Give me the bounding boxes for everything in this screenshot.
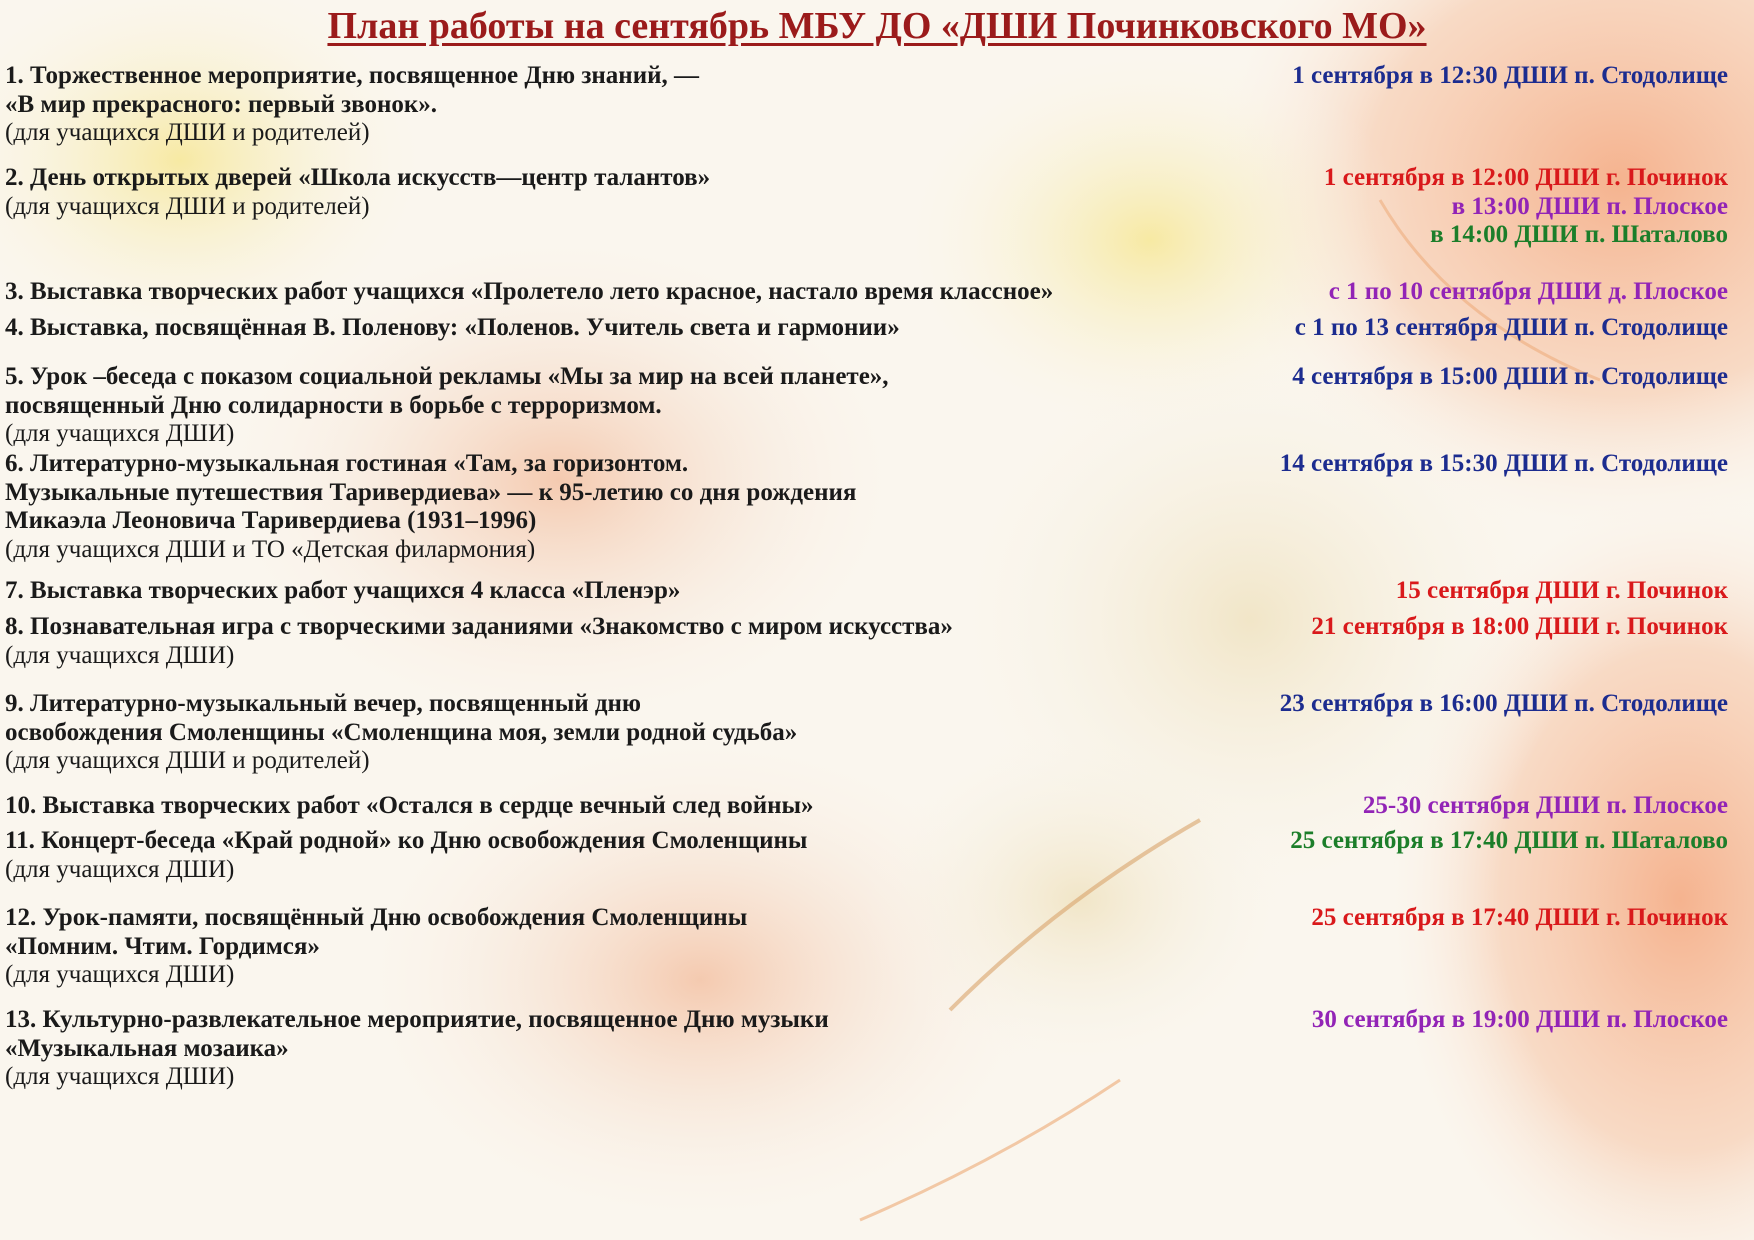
event-date-place: 14 сентября в 15:30 ДШИ п. Стодолище (1279, 450, 1728, 477)
event-audience: (для учащихся ДШИ и родителей) (5, 192, 370, 220)
event-date-place: 1 сентября в 12:00 ДШИ г. Починок (1323, 164, 1728, 191)
event-schedule (1295, 314, 1728, 343)
event-title-line: 11. Концерт-беседа «Край родной» ко Дню освобождения Смоленщины (5, 827, 808, 854)
event-date-place: 1 сентября в 12:30 ДШИ п. Стодолище (1292, 62, 1728, 89)
event-description (5, 164, 710, 221)
event-audience: (для учащихся ДШИ) (5, 641, 235, 669)
event-date-place: 15 сентября ДШИ г. Починок (1395, 577, 1728, 604)
event-description (5, 1006, 829, 1092)
event-description (5, 314, 900, 343)
event-audience: (для учащихся ДШИ) (5, 1063, 235, 1090)
page-title: План работы на сентябрь МБУ ДО «ДШИ Починковского МО» (327, 5, 1427, 47)
event-date-place: с 1 по 10 сентября ДШИ д. Плоское (1328, 278, 1728, 305)
event-title-line: 6. Литературно-музыкальная гостиная «Там, за горизонтом. (5, 450, 689, 477)
event-schedule (1311, 904, 1728, 933)
event-title-line: 1. Торжественное мероприятие, посвященное Дню знаний, — (5, 62, 700, 89)
event-audience: (для учащихся ДШИ) (5, 961, 235, 988)
event-title-line: 5. Урок –беседа с показом социальной рекламы «Мы за мир на всей планете», (5, 363, 889, 390)
event-title-line: посвященный Дню солидарности в борьбе с терроризмом. (5, 391, 662, 419)
event-description (5, 450, 856, 564)
event-title-line: 8. Познавательная игра с творческими заданиями «Знакомство с миром искусства» (5, 613, 953, 640)
event-date-place: 25 сентября в 17:40 ДШИ п. Шаталово (1290, 827, 1728, 854)
event-schedule (1363, 792, 1728, 821)
event-description (5, 62, 699, 148)
event-title-line: «Музыкальная мозаика» (5, 1034, 289, 1062)
event-date-place: 25-30 сентября ДШИ п. Плоское (1362, 792, 1728, 819)
event-date-place: 4 сентября в 15:00 ДШИ п. Стодолище (1292, 363, 1728, 390)
event-title-line: 12. Урок-памяти, посвящённый Дню освобождения Смоленщины (5, 904, 748, 931)
event-date-place: в 13:00 ДШИ п. Плоское (1451, 192, 1728, 220)
event-title-line: 2. День открытых дверей «Школа искусств—центр талантов» (5, 164, 711, 191)
event-title-line: 10. Выставка творческих работ «Остался в сердце вечный след войны» (5, 792, 814, 819)
event-schedule (1324, 164, 1728, 250)
event-date-place: 21 сентября в 18:00 ДШИ г. Починок (1311, 613, 1728, 640)
event-schedule (1329, 278, 1728, 307)
event-schedule (1292, 363, 1728, 392)
event-audience: (для учащихся ДШИ и ТО «Детская филармония) (5, 535, 536, 563)
event-title-line: 3. Выставка творческих работ учащихся «Пролетело лето красное, настало время классное» (5, 278, 1054, 305)
event-description (5, 904, 747, 990)
event-title-line: 9. Литературно-музыкальный вечер, посвященный дню (5, 690, 642, 717)
event-title-line: Микаэла Леоновича Таривердиева (1931–1996) (5, 507, 537, 534)
event-title-line: 13. Культурно-развлекательное мероприятие, посвященное Дню музыки (5, 1006, 829, 1033)
event-schedule (1312, 1006, 1728, 1035)
event-title-line: 4. Выставка, посвящённая В. Поленову: «Поленов. Учитель света и гармонии» (5, 314, 900, 341)
event-date-place: с 1 по 13 сентября ДШИ п. Стодолище (1294, 314, 1728, 341)
event-description (5, 577, 680, 606)
event-description (5, 792, 814, 821)
event-description (5, 363, 889, 449)
event-description (5, 827, 807, 884)
event-title-line: 7. Выставка творческих работ учащихся 4 класса «Пленэр» (5, 577, 681, 604)
event-audience: (для учащихся ДШИ и родителей) (5, 747, 370, 774)
event-description (5, 613, 953, 670)
event-schedule (1396, 577, 1728, 606)
event-date-place: 30 сентября в 19:00 ДШИ п. Плоское (1311, 1006, 1728, 1033)
event-schedule (1280, 690, 1728, 719)
event-schedule (1280, 450, 1728, 479)
event-schedule (1292, 62, 1728, 91)
event-description (5, 690, 797, 776)
event-schedule (1311, 613, 1728, 642)
event-audience: (для учащихся ДШИ и родителей) (5, 119, 370, 146)
event-description (5, 278, 1053, 307)
event-date-place: 25 сентября в 17:40 ДШИ г. Починок (1311, 904, 1728, 931)
event-audience: (для учащихся ДШИ) (5, 420, 235, 447)
event-audience: (для учащихся ДШИ) (5, 855, 235, 883)
event-date-place: в 14:00 ДШИ п. Шаталово (1430, 221, 1728, 248)
event-title-line: «В мир прекрасного: первый звонок». (5, 90, 438, 118)
event-title-line: Музыкальные путешествия Таривердиева» — к 95-летию со дня рождения (5, 478, 857, 506)
event-title-line: «Помним. Чтим. Гордимся» (5, 932, 320, 960)
event-date-place: 23 сентября в 16:00 ДШИ п. Стодолище (1279, 690, 1728, 717)
event-schedule (1290, 827, 1728, 856)
event-title-line: освобождения Смоленщины «Смоленщина моя, земли родной судьба» (5, 718, 798, 746)
